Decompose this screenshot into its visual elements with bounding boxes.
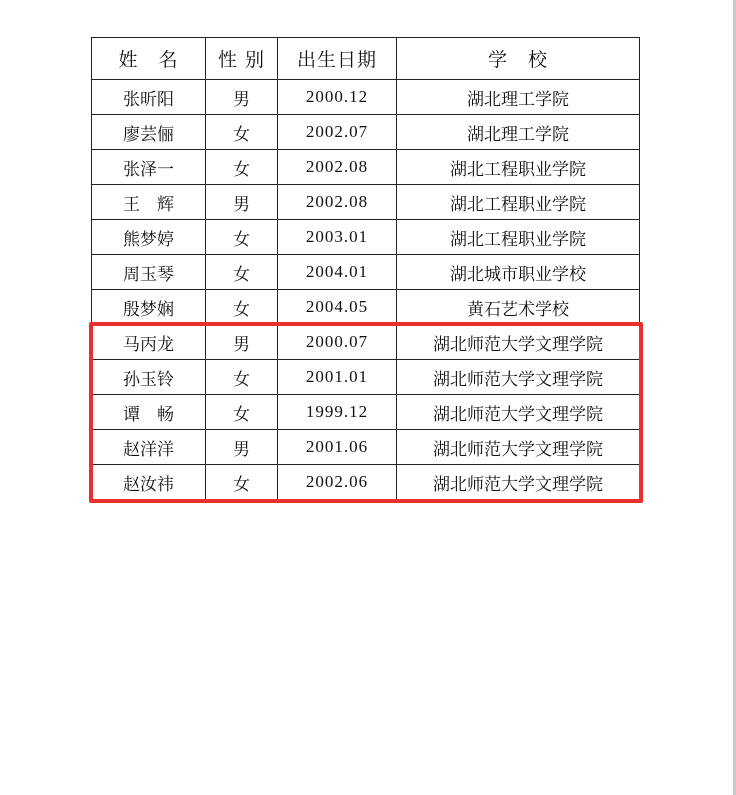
cell-name: 王 辉 [92,185,206,220]
cell-school: 湖北工程职业学院 [397,220,640,255]
cell-name: 廖芸俪 [92,115,206,150]
cell-name: 殷梦娴 [92,290,206,325]
table-row [92,430,640,465]
cell-gender: 女 [206,255,278,290]
cell-school: 黄石艺术学校 [397,290,640,325]
cell-name: 张泽一 [92,150,206,185]
cell-gender: 女 [206,150,278,185]
cell-name: 马丙龙 [92,325,206,360]
cell-name: 周玉琴 [92,255,206,290]
cell-name: 赵汝祎 [92,465,206,500]
header-gender: 性 别 [206,38,278,80]
cell-name: 熊梦婷 [92,220,206,255]
cell-school: 湖北城市职业学校 [397,255,640,290]
cell-birth-date: 2002.08 [278,185,397,220]
table-row [92,465,640,500]
header-birth-date: 出生日期 [278,38,397,80]
cell-gender: 女 [206,465,278,500]
header-school: 学 校 [397,38,640,80]
cell-birth-date: 2001.06 [278,430,397,465]
cell-school: 湖北师范大学文理学院 [397,360,640,395]
cell-birth-date: 2002.08 [278,150,397,185]
table-row [92,255,640,290]
cell-gender: 男 [206,325,278,360]
cell-birth-date: 2002.07 [278,115,397,150]
cell-school: 湖北师范大学文理学院 [397,465,640,500]
table-row [92,115,640,150]
table-row [92,290,640,325]
header-name: 姓 名 [92,38,206,80]
cell-gender: 女 [206,220,278,255]
cell-gender: 男 [206,430,278,465]
cell-gender: 女 [206,115,278,150]
cell-school: 湖北师范大学文理学院 [397,430,640,465]
cell-school: 湖北工程职业学院 [397,150,640,185]
table-row [92,150,640,185]
table-row [92,360,640,395]
table-row [92,395,640,430]
cell-birth-date: 2002.06 [278,465,397,500]
cell-birth-date: 1999.12 [278,395,397,430]
cell-birth-date: 2004.01 [278,255,397,290]
cell-school: 湖北师范大学文理学院 [397,325,640,360]
cell-name: 孙玉铃 [92,360,206,395]
cell-name: 谭 畅 [92,395,206,430]
table-header-row [92,38,640,80]
cell-birth-date: 2004.05 [278,290,397,325]
cell-birth-date: 2003.01 [278,220,397,255]
student-table [91,37,640,500]
table-row [92,220,640,255]
cell-name: 赵洋洋 [92,430,206,465]
cell-gender: 男 [206,80,278,115]
cell-gender: 女 [206,290,278,325]
cell-school: 湖北理工学院 [397,115,640,150]
cell-gender: 女 [206,395,278,430]
cell-gender: 女 [206,360,278,395]
cell-birth-date: 2000.07 [278,325,397,360]
cell-gender: 男 [206,185,278,220]
table-row [92,80,640,115]
cell-school: 湖北师范大学文理学院 [397,395,640,430]
table-row [92,325,640,360]
cell-school: 湖北工程职业学院 [397,185,640,220]
cell-birth-date: 2001.01 [278,360,397,395]
table-row [92,185,640,220]
cell-name: 张昕阳 [92,80,206,115]
cell-birth-date: 2000.12 [278,80,397,115]
cell-school: 湖北理工学院 [397,80,640,115]
